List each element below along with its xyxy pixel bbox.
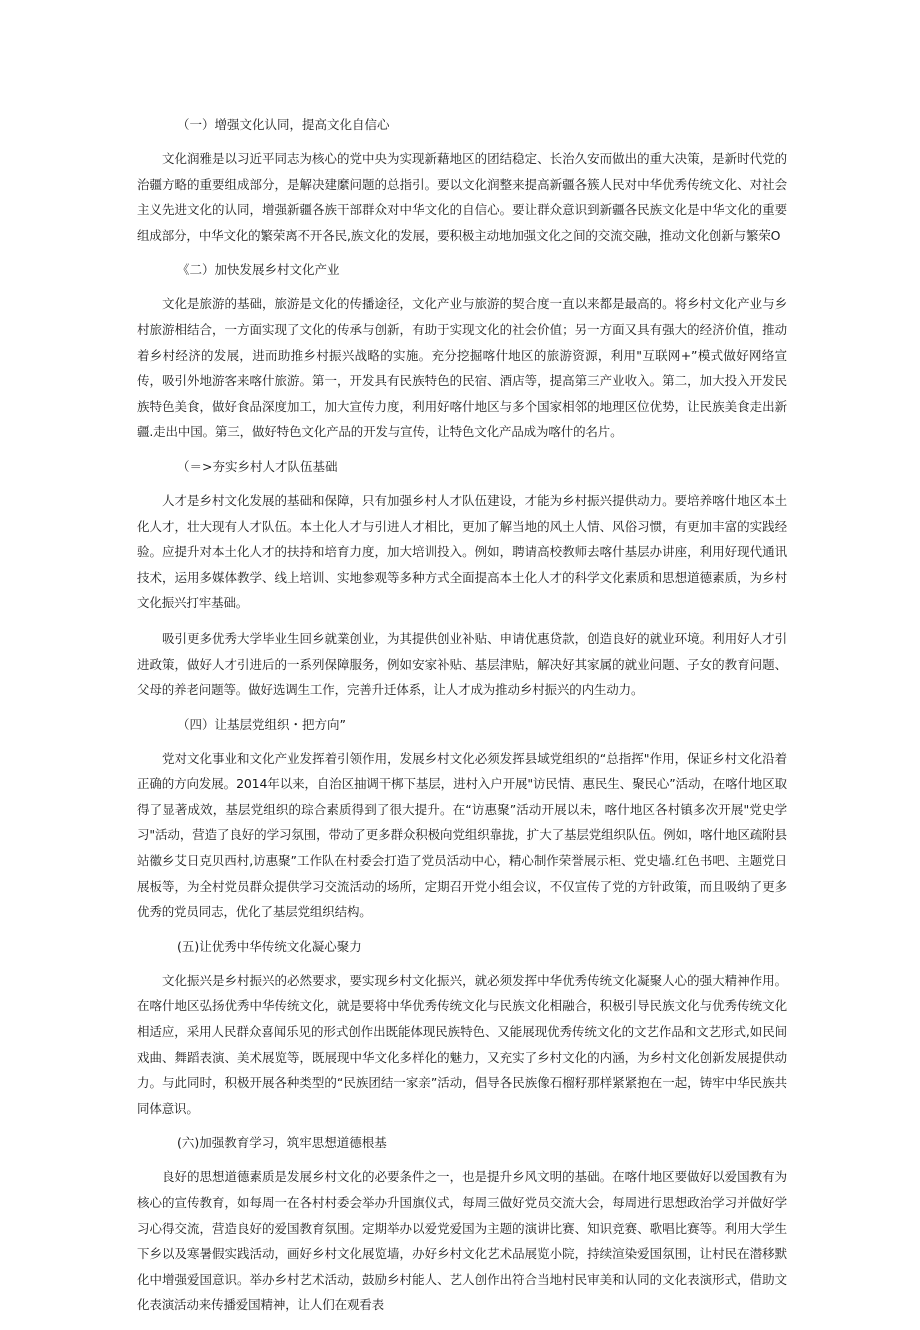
- section-6-heading: (六)加强教育学习，筑牢思想道德根基: [177, 1135, 387, 1151]
- section-6-paragraph-1: 良好的思想道德素质是发展乡村文化的必要条件之一，也是提升乡风文明的基础。在喀什地区要做好以爱国教有为核心的宣传教育，如每周一在各村村委会举办升国旗仪式，每周三做好党员交流大会，每周进行思想政治学习并做好学习心得交流，营造良好的爱国教育氛围。定期举办以爱党爱国为主题的演讲比赛、知识竞赛、歌唱比赛等。利用大学生下乡以及寒暑假实践活动，画好乡村文化展览墙，办好乡村文化艺术品展览小院，持续渲染爱国氛围，让村民在潜移默化中增强爱国意识。举办乡村艺术活动，鼓励乡村能人、艺人创作出符合当地村民审美和认同的文化表演形式，借助文化表演活动来传播爱国精神，让人们在观看表: [137, 1169, 787, 1313]
- section-4-paragraph-1: 党对文化事业和文化产业发挥着引领作用，发展乡村文化必须发挥县域党组织的“总指挥"作用，保证乡村文化沿着正确的方向发展。2014年以来，自治区抽调干梆下基层，进村入户开展"访民情、惠民生、聚民心”活动，在喀什地区取得了显著成效，基层党组织的琮合素质得到了很大提升。在“访惠聚”活动开展以未，喀什地区各村镇多次开展"党史学习"活动，营造了良好的学习氛围，带动了更多群众积极向党组织靠拢，扩大了基层党组织队伍。例如，喀什地区疏附县站徽乡艾日克贝西村,访惠聚”工作队在村委会打造了党员活动中心，精心制作荣誉展示柜、党史墙.红色书吧、主题党日展板等，为全村党员群众提供学习交流活动的场所，定期召开党小组会议，不仅宣传了党的方针政策，而且吸纳了更多优秀的党员同志，优化了基层党组织结构。: [137, 750, 787, 920]
- section-5-heading: (五)让优秀中华传统文化凝心聚力: [177, 938, 362, 954]
- section-5-paragraph-1: 文化振兴是乡村振兴的必然要求，要实现乡村文化振兴，就必须发挥中华优秀传统文化凝聚人心的强大精神作用。在喀什地区弘扬优秀中华传统文化，就是要将中华优秀传统文化与民族文化相融合，积极引导民族文化与优秀传统文化相适应，采用人民群众喜闻乐见的形式创作出既能体现民族特色、又能展现优秀传统文化的文艺作品和文艺形式,如民间戏曲、舞蹈表演、美术展览等，既展现中华文化多样化的魅力，又充实了乡村文化的内涵，为乡村文化创新发展提供动力。与此同时，积极开展各种类型的“民族团结一家亲”活动，倡导各民族像石榴籽那样紧紧抱在一起，铸牢中华民族共同体意识。: [137, 972, 787, 1116]
- section-2-paragraph-1: 文化是旅游的基础，旅游是文化的传播途径，文化产业与旅游的契合度一直以来都是最高的。将乡村文化产业与乡村旅游相结合，一方面实现了文化的传承与创新，有助于实现文化的社会价值；另一方面又具有强大的经济价值，推动着乡村经济的发展，进而助推乡村振兴战略的实施。充分挖掘喀什地区的旅游资源，利用"互联网+”模式做好网络宣传，吸引外地游客来喀什旅游。第一，开发具有民族特色的民宿、酒店等，提高第三产业收入。第二，加大投入开发民族特色美食，做好食品深度加工，加大宣传力度，利用好喀什地区与多个国家相邻的地理区位优势，让民族美食走出新疆.走出中国。第三，做好特色文化产品的开发与宣传，让特色文化产品成为喀什的名片。: [137, 296, 787, 440]
- section-1-paragraph-1: 文化润雅是以习近平同志为核心的党中央为实现新藉地区的团结稳定、长治久安而做出的重大决策，是新时代党的治疆方略的重要组成部分，是解决建縻问题的总指引。要以文化润整来提高新疆各簇人民对中华优秀传统文化、对社会主义先进文化的认同，增强新疆各族干部群众对中华文化的自信心。要让群众意识到新疆各民族文化是中华文化的重要组成部分，中华文化的繁荣离不开各民,族文化的发展，要积极主动地加强文化之间的交流交融，推动文化创新与繁荣O: [137, 151, 787, 243]
- section-3-paragraph-1: 人才是乡村文化发展的基础和保障，只有加强乡村人才队伍建设，才能为乡村振兴提供动力。要培养喀什地区本土化人才，壮大现有人才队伍。本土化人才与引进人才相比，更加了解当地的风土人情、风俗习惯，有更加丰富的实践经验。应提升对本土化人才的扶持和培育力度，加大培训投入。例如，聘请高校教师去喀什基层办讲座，利用好现代通讯技术，运用多媒体教学、线上培训、实地参观等多种方式全面提高本土化人才的科学文化素质和思想道德素质，为乡村文化振兴打牢基础。: [137, 492, 787, 611]
- section-3-paragraph-2: 吸引更多优秀大学毕业生回乡就業创业，为其提供创业补贴、申请优惠贷款，创造良好的就业环境。利用好人才引进政策，做好人才引进后的一系列保障服务，例如安家补贴、基层津贴，解决好其家属的就业问题、子女的教育问题、父母的养老问题等。做好选调生工作，完善升迁体系，让人才成为推动乡村振兴的内生动力。: [137, 630, 787, 698]
- section-3-heading: （＝>夯实乡村人才队伍基础: [177, 458, 338, 474]
- document-body: [137, 115, 787, 1330]
- section-4-heading: （四）让基层党组织・把方向”: [177, 716, 346, 732]
- section-1-heading: （一）增强文化认同，提高文化自信心: [177, 117, 390, 132]
- section-2-heading: 《二）加快发展乡村文化产业: [177, 262, 340, 278]
